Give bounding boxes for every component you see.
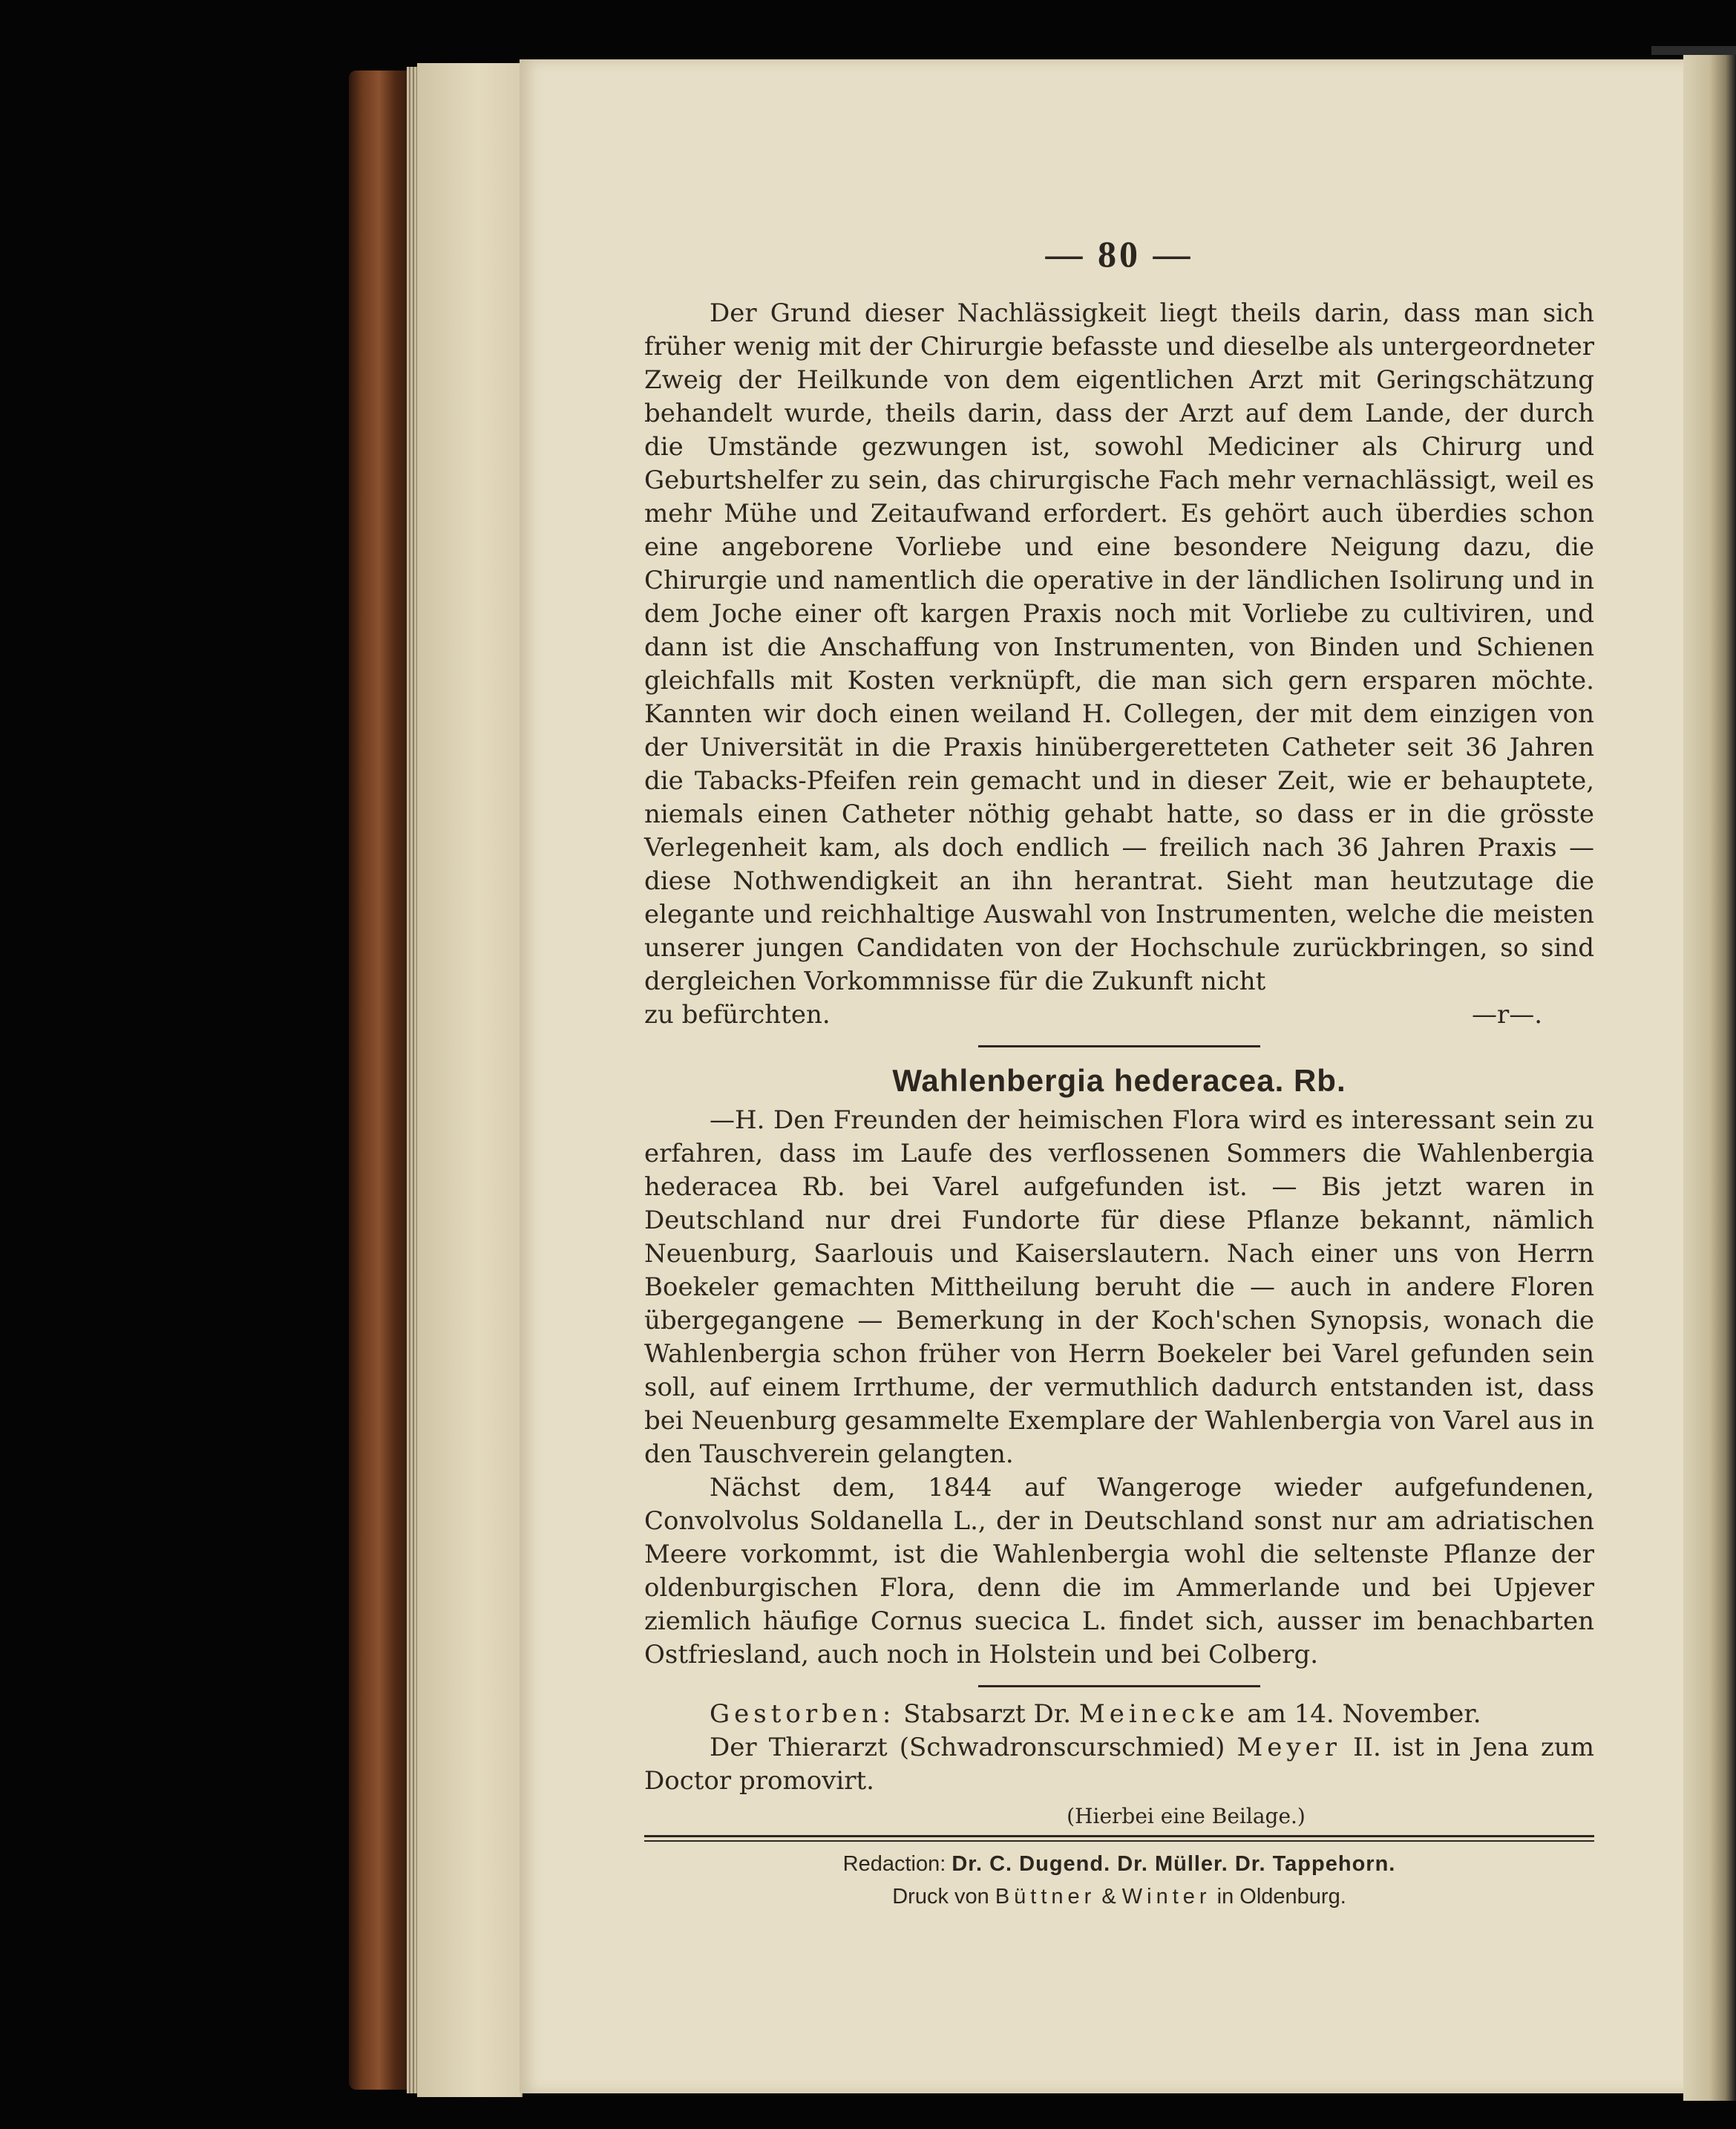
died-text: Stabsarzt Dr.	[903, 1699, 1072, 1729]
death-notice	[644, 1698, 1594, 1731]
right-page-edge	[1683, 52, 1736, 2101]
article1-signature: —r—.	[1471, 1000, 1542, 1030]
died-label: Gestorben:	[710, 1699, 896, 1729]
redaction-label: Redaction:	[842, 1852, 946, 1876]
doctor-post: II. ist in Jena zum Doctor promovirt.	[644, 1733, 1594, 1796]
footer-rule-thin	[644, 1840, 1594, 1842]
doctor-pre: Der Thierarzt (Schwadronscurschmied)	[710, 1733, 1225, 1762]
article1-paragraph: Der Grund dieser Nachlässigkeit liegt theils darin, dass man sich früher wenig mit der Chirurgie befasste und dieselbe als untergeordneter Zweig der Heilkunde von dem eigentlichen Arzt mit Geringschätzung behandelt wurde, theils darin, dass der Arzt auf dem Lande, der durch die Umstände gezwungen ist, sowohl Mediciner als Chirurg und Geburtshelfer zu sein, das chirurgische Fach mehr vernachlässigt, weil es mehr Mühe und Zeitaufwand erfordert. Es gehört auch überdies schon eine angeborene Vorliebe und eine besondere Neigung dazu, die Chirurgie und namentlich die operative in der ländlichen Isolirung und in dem Joche einer oft kargen Praxis noch mit Vorliebe zu cultiviren, und dann ist die Anschaffung von Instrumenten, von Binden und Schienen gleichfalls mit Kosten verknüpft, die man sich gern ersparen möchte. Kannten wir doch einen weiland H. Collegen, der mit dem einzigen von der Universität in die Praxis hinübergeretteten Catheter seit 36 Jahren die Tabacks-Pfeifen rein gemacht und in dieser Zeit, wie er behauptete, niemals einen Catheter nöthig gehabt hatte, so dass er in die grösste Verlegenheit kam, als doch endlich — freilich nach 36 Jahren Praxis — diese Nothwendigkeit an ihn herantrat. Sieht man heutzutage die elegante und reichhaltige Auswahl von Instrumenten, welche die meisten unserer jungen Candidaten von der Hochschule zurückbringen, so sind dergleichen Vorkommnisse für die Zukunft nicht	[644, 298, 1594, 996]
redaction-line	[644, 1848, 1594, 1880]
printer-line	[644, 1880, 1594, 1913]
article2-paragraph2: Nächst dem, 1844 auf Wangeroge wieder aufgefundenen, Convolvolus Soldanella L., der in Deutschland sonst nur am adriatischen Meere vorkommt, ist die Wahlenbergia wohl die seltenste Pflanze der oldenburgischen Flora, denn die im Ammerlande und bei Upjever ziemlich häufige Cornus suecica L. findet sich, ausser im benachbarten Ostfriesland, auch noch in Holstein und bei Colberg.	[644, 1473, 1594, 1669]
druck-von: Druck von	[892, 1885, 989, 1909]
supplement-note: (Hierbei eine Beilage.)	[1067, 1804, 1306, 1828]
book-binding	[349, 71, 416, 2090]
article2-paragraph1: —H. Den Freunden der heimischen Flora wird es interessant sein zu erfahren, dass im Laufe des verflossenen Sommers die Wahlenbergia hederacea Rb. bei Varel aufgefunden ist. — Bis jetzt waren in Deutschland nur drei Fundorte für diese Pflanze bekannt, nämlich Neuenburg, Saarlouis und Kaiserslautern. Nach einer uns von Herrn Boekeler gemachten Mittheilung beruht die — auch in andere Floren übergegangene — Bemerkung in der Koch'schen Synopsis, wonach die Wahlenbergia schon früher von Herrn Boekeler bei Varel gefunden sein soll, auf einem Irrthume, der vermuthlich dadurch entstanden ist, dass bei Neuenburg gesammelte Exemplare der Wahlenbergia von Varel aus in den Tauschverein gelangten.	[644, 1105, 1594, 1469]
imprint	[644, 1848, 1594, 1913]
doctor-name: Meyer	[1237, 1733, 1341, 1762]
article2-title: Wahlenbergia hederacea. Rb.	[892, 1063, 1346, 1098]
printer-place: in Oldenburg.	[1216, 1885, 1346, 1909]
died-date: am 14. November.	[1247, 1699, 1481, 1729]
article1-last-line: zu befürchten.	[644, 1000, 831, 1030]
article1-end-line	[644, 998, 1594, 1032]
printer1: Büttner	[995, 1885, 1096, 1909]
section-divider	[978, 1045, 1260, 1047]
notices-divider	[978, 1685, 1260, 1687]
top-strip	[1651, 46, 1736, 55]
printer2: Winter	[1121, 1885, 1211, 1909]
page-text	[644, 233, 1594, 1913]
footer-rule	[644, 1835, 1594, 1837]
page-number: — 80 —	[1045, 233, 1193, 275]
doctor-notice	[644, 1731, 1594, 1798]
flyleaf	[417, 63, 523, 2097]
ampersand: &	[1101, 1885, 1116, 1909]
died-name: Meinecke	[1078, 1699, 1239, 1729]
editors: Dr. C. Dugend. Dr. Müller. Dr. Tappehorn.	[951, 1852, 1396, 1876]
